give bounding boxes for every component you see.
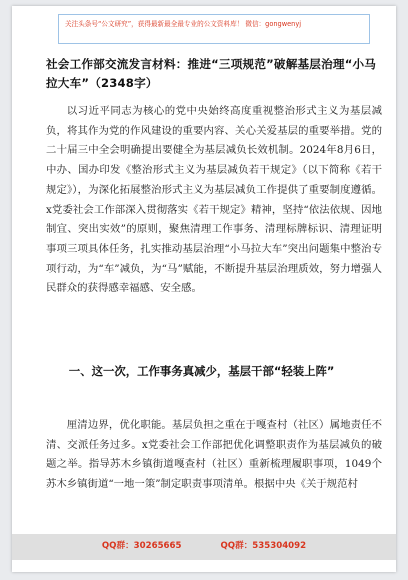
- document-page: [12, 6, 396, 572]
- section-paragraph: 厘清边界，优化职能。基层负担之重在于嘎查村（社区）属地责任不清、交派任务过多。x党委社会工作部把优化调整职责作为基层减负的破题之举。指导苏木乡镇街道嘎查村（社区）重新梳理履职事项，1049个苏木乡镇街道“一地一策”制定职责事项清单。根据中央《关于规范村: [46, 419, 382, 491]
- footer-contacts: [12, 539, 396, 551]
- footer-bar: [12, 534, 396, 560]
- promo-banner: [58, 14, 370, 44]
- qq-group-2: QQ群：535304092: [220, 541, 307, 551]
- qq-group-1: QQ群：30265665: [101, 541, 182, 551]
- banner-text: 关注头条号“公文研究”，获得最新最全最专业的公文资料库！ 微信：gongwenyj: [65, 20, 302, 28]
- intro-paragraph: 以习近平同志为核心的党中央始终高度重视整治形式主义为基层减负，将其作为党的作风建设的重要内容、关心关爱基层的重要举措。党的二十届三中全会明确提出要健全为基层减负长效机制。2024年8月6日，中办、国办印发《整治形式主义为基层减负若干规定》（以下简称《若干规定》），为深化拓展整治形式主义为基层减负工作提供了重要制度遵循。x党委社会工作部深入贯彻落实《若干规定》精神，坚持“依法依规、因地制宜、突出实效”的原则，聚焦清理工作事务、清理标牌标识、清理证明事项三项具体任务，扎实推动基层治理“小马拉大车”突出问题集中整治专项行动，为“车”减负，为“马”赋能，不断提升基层治理质效，努力增强人民群众的获得感幸福感、安全感。: [46, 105, 382, 295]
- section-heading: 一、这一次，工作事务真减少，基层干部“轻装上阵”: [68, 364, 335, 378]
- document-title: 社会工作部交流发言材料：推进“三项规范”破解基层治理“小马拉大车”（2348字）: [46, 57, 377, 90]
